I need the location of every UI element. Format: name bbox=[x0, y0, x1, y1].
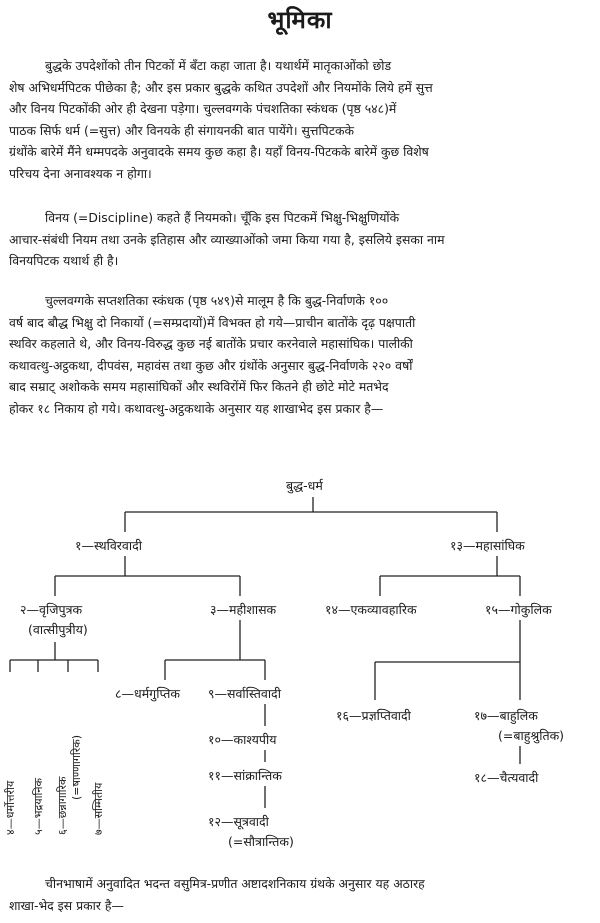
tree-node-dharmottariya: ४—धर्मोत्तरीय bbox=[4, 780, 17, 835]
page-title: भूमिका bbox=[267, 6, 333, 34]
tree-node-sthaviravadi: १—स्थविरवादी bbox=[75, 538, 142, 553]
tree-node-channagarika: ६—छन्नागारिक bbox=[56, 776, 69, 835]
text-line: परिचय देना अनावश्यक न होगा। bbox=[9, 165, 152, 181]
text-line: होकर १८ निकाय हो गये। कथावत्थु-अट्ठकथाके अनुसार यह शाखाभेद इस प्रकार है— bbox=[9, 400, 384, 416]
tree-node-mahasanghika: १३—महासांघिक bbox=[450, 538, 525, 553]
tree-node-bhadrayanika: ५—भद्रयानिक bbox=[32, 778, 45, 835]
text-line: विनय (=Discipline) कहते हैं नियमको। चूँकि इस पिटकमें भिक्षु-भिक्षुणियोंके bbox=[45, 210, 400, 225]
tree-node-sutravadi: १२—सूत्रवादी bbox=[208, 814, 269, 829]
text-line: शेष अभिधर्मपिटक पीछेका है; और इस प्रकार बुद्धके कथित उपदेशों और नियमोंके लिये हमें सुत्त bbox=[9, 79, 433, 95]
tree-node-kashyapiya: १०—काश्यपीय bbox=[208, 732, 277, 747]
tree-node-vatsiputriya: (वात्सीपुत्रीय) bbox=[28, 622, 88, 637]
text-line: चुल्लवग्गके सप्तशतिका स्कंधक (पृष्ठ ५४९)से मालूम है कि बुद्ध-निर्वाणके १०० bbox=[45, 293, 389, 308]
tree-node-root: बुद्ध-धर्म bbox=[286, 478, 323, 493]
text-line: वर्ष बाद बौद्ध भिक्षु दो निकायों (=सम्प्रदायों)में विभक्त हो गये—प्राचीन बातोंके दृढ़ पक्षपाती bbox=[9, 314, 416, 330]
tree-node-sarvastivadi: ९—सर्वास्तिवादी bbox=[208, 686, 281, 701]
text-line: विनयपिटक यथार्थ ही है। bbox=[9, 253, 119, 268]
tree-node-prajnaptivadi: १६—प्रज्ञप्तिवादी bbox=[336, 708, 411, 723]
tree-node-shannagarika: (=षाण्णागरिक) bbox=[70, 734, 83, 800]
tree-node-gokulika: १५—गोकुलिक bbox=[485, 602, 552, 617]
tree-node-ekavyavaharika: १४—एकव्यावहारिक bbox=[325, 602, 417, 617]
tree-node-sankrantika: ११—सांक्रान्तिक bbox=[208, 768, 282, 783]
text-line: कथावत्थु-अट्ठकथा, दीपवंस, महावंस तथा कुछ और ग्रंथोंके अनुसार बुद्ध-निर्वाणके २२० वर्षों bbox=[9, 357, 413, 373]
tree-node-dharmaguptika: ८—धर्मगुप्तिक bbox=[115, 686, 181, 701]
text-line: बाद सम्राट् अशोकके समय महासांघिकों और स्थविरोंमें फिर कितने ही छोटे मोटे मतभेद bbox=[9, 379, 389, 394]
text-line: ग्रंथोंके बारेमें मैंने धम्मपदके अनुवादके समय कुछ कहा है। यहाँ विनय-पिटकके बारेमें कुछ विशेष bbox=[9, 144, 429, 159]
tree-node-bahushrutika: (=बाहुश्रुतिक) bbox=[498, 728, 565, 743]
tree-node-bahulika: १७—बाहुलिक bbox=[474, 708, 538, 723]
tree-node-mahishasaka: ३—महीशासक bbox=[210, 602, 277, 617]
text-line: आचार-संबंधी नियम तथा उनके इतिहास और व्याख्याओंको जमा किया गया है, इसलिये इसका नाम bbox=[9, 231, 445, 247]
text-line: पाठक सिर्फ धर्म (=सुत्त) और विनयके ही संगायनकी बात पायेंगे। सुत्तपिटकके bbox=[9, 122, 354, 138]
text-line: बुद्धके उपदेशोंको तीन पिटकों में बँटा कहा जाता है। यथार्थमें मातृकाओंको छोड bbox=[45, 58, 392, 73]
text-line: और विनय पिटकोंकी ओर ही देखना पड़ेगा। चुल्लवग्गके पंचशतिका स्कंधक (पृष्ठ ५४८)में bbox=[9, 101, 397, 116]
tree-node-vrijiputraka: २—वृजिपुत्रक bbox=[20, 602, 83, 617]
tree-node-sautrantika: (=सौत्रान्तिक) bbox=[228, 834, 294, 849]
text-line: स्थविर कहलाते थे, और विनय-विरुद्ध कुछ नई बातोंके प्रचार करनेवाले महासांघिक। पालीकी bbox=[9, 336, 413, 351]
text-line: चीनभाषामें अनुवादित भदन्त वसुमित्र-प्रणीत अष्टादशनिकाय ग्रंथके अनुसार यह अठारह bbox=[45, 876, 425, 891]
tree-node-sammitiya: ७—सम्मितीय bbox=[92, 782, 105, 835]
text-line: शाखा-भेद इस प्रकार है— bbox=[9, 897, 124, 913]
tree-node-chaityavadi: १८—चैत्यवादी bbox=[474, 770, 539, 785]
paragraph-chinese-source bbox=[9, 873, 594, 916]
